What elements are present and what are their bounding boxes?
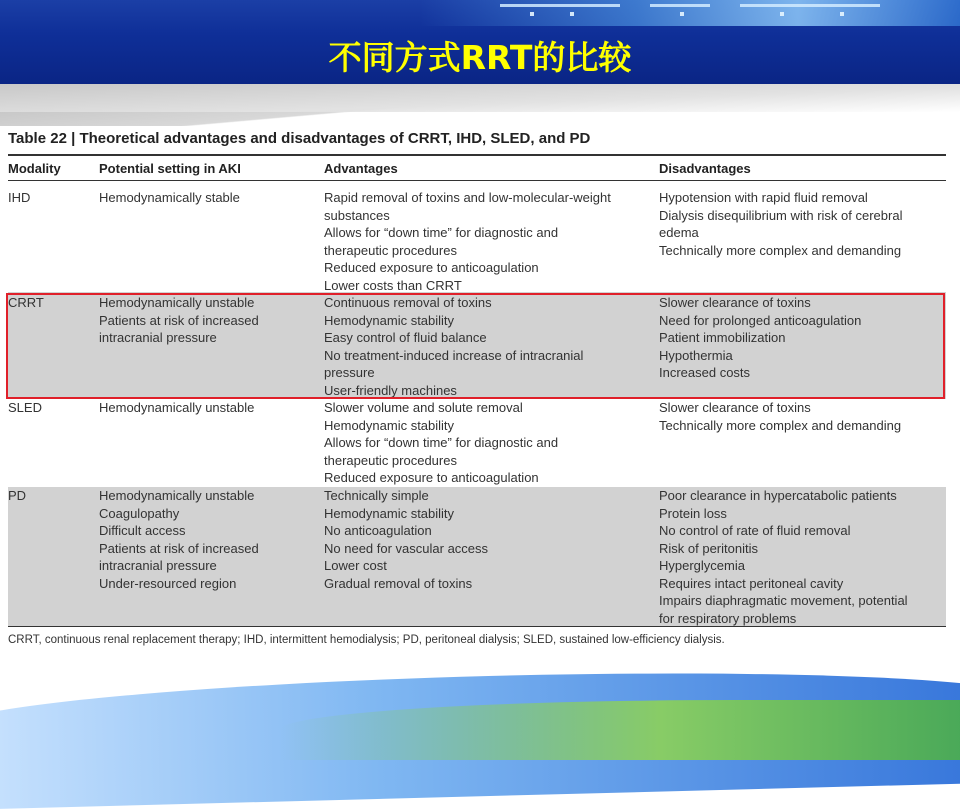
header-banner xyxy=(0,0,960,84)
banner-decoration xyxy=(420,0,960,26)
table-rule-top xyxy=(8,154,946,156)
cell-line: Hemodynamically unstable xyxy=(99,400,255,415)
cell-line: Coagulopathy xyxy=(99,505,180,521)
cell-line: for respiratory problems xyxy=(659,610,797,626)
cell-line: Hemodynamic stability xyxy=(324,312,455,328)
cell-line: No need for vascular access xyxy=(324,540,489,556)
cell-line: therapeutic procedures xyxy=(324,452,457,468)
cell-line: intracranial pressure xyxy=(99,558,217,573)
row-pd-modality: PD xyxy=(8,488,27,503)
table-figure xyxy=(0,126,960,658)
cell-line: pressure xyxy=(324,365,375,380)
cell-line: Reduced exposure to anticoagulation xyxy=(324,260,539,275)
cell-line: therapeutic procedures xyxy=(324,242,457,258)
cell-line: Risk of peritonitis xyxy=(659,540,758,556)
cell-line: edema xyxy=(659,225,699,240)
cell-line: Impairs diaphragmatic movement, potential xyxy=(659,593,908,608)
row-sled-disadvantages xyxy=(659,399,901,434)
cell-line: Lower costs than CRRT xyxy=(324,277,462,293)
cell-line: substances xyxy=(324,207,390,223)
cell-line: Hemodynamic stability xyxy=(324,417,455,433)
cell-line: Hemodynamically unstable xyxy=(99,295,255,310)
cell-line: No anticoagulation xyxy=(324,523,432,538)
cell-line: Slower volume and solute removal xyxy=(324,400,523,415)
cell-line: Hemodynamic stability xyxy=(324,505,455,521)
row-ihd-advantages xyxy=(324,189,611,294)
row-sled-advantages xyxy=(324,399,558,487)
cell-line: intracranial pressure xyxy=(99,330,217,345)
cell-line: Easy control of fluid balance xyxy=(324,330,487,345)
cell-line: No control of rate of fluid removal xyxy=(659,523,851,538)
cell-line: User-friendly machines xyxy=(324,382,457,398)
row-sled-modality: SLED xyxy=(8,400,42,415)
row-pd-advantages xyxy=(324,487,488,592)
cell-line: Need for prolonged anticoagulation xyxy=(659,312,862,328)
cell-line: Hypothermia xyxy=(659,347,733,363)
cell-line: Increased costs xyxy=(659,365,751,380)
header-setting: Potential setting in AKI xyxy=(99,161,241,176)
cell-line: Continuous removal of toxins xyxy=(324,295,492,310)
crrt-highlight-box xyxy=(6,293,945,399)
header-wedge-shade xyxy=(0,84,960,112)
cell-line: Hypotension with rapid fluid removal xyxy=(659,190,868,205)
header-disadvantages: Disadvantages xyxy=(659,161,751,176)
cell-line: Reduced exposure to anticoagulation xyxy=(324,470,539,485)
table-rule-header xyxy=(8,180,946,181)
header-modality: Modality xyxy=(8,161,61,176)
cell-line: Allows for “down time” for diagnostic and xyxy=(324,225,559,240)
cell-line: Requires intact peritoneal cavity xyxy=(659,575,844,591)
cell-line: Gradual removal of toxins xyxy=(324,575,473,591)
cell-line: Technically more complex and demanding xyxy=(659,417,902,433)
cell-line: Lower cost xyxy=(324,558,387,573)
slide-title: 不同方式RRT的比较 xyxy=(328,38,632,77)
cell-line: Under-resourced region xyxy=(99,575,237,591)
cell-line: Protein loss xyxy=(659,505,727,521)
table-rule-bottom xyxy=(8,626,946,627)
cell-line: Rapid removal of toxins and low-molecular-weight xyxy=(324,190,611,205)
row-ihd-disadvantages xyxy=(659,189,902,259)
cell-line: Hemodynamically stable xyxy=(99,190,240,205)
cell-line: No treatment-induced increase of intracranial xyxy=(324,347,584,363)
cell-line: Hyperglycemia xyxy=(659,558,745,573)
cell-line: Hemodynamically unstable xyxy=(99,488,255,503)
row-pd-setting xyxy=(99,487,259,592)
row-ihd-modality: IHD xyxy=(8,190,31,205)
cell-line: Poor clearance in hypercatabolic patients xyxy=(659,488,897,503)
cell-line: Difficult access xyxy=(99,523,186,538)
row-pd-disadvantages xyxy=(659,487,908,627)
row-crrt-modality: CRRT xyxy=(8,295,44,310)
cell-line: Slower clearance of toxins xyxy=(659,400,811,415)
cell-line: Patients at risk of increased xyxy=(99,540,259,556)
cell-line: Patients at risk of increased xyxy=(99,312,259,328)
cell-line: Technically more complex and demanding xyxy=(659,242,902,258)
row-ihd-setting xyxy=(99,189,240,207)
header-advantages: Advantages xyxy=(324,161,398,176)
table-footnote: CRRT, continuous renal replacement therapy; IHD, intermittent hemodialysis; PD, peritoneal dialysis; SLED, sustained low-efficiency dialysis. xyxy=(8,634,725,646)
row-sled-setting xyxy=(99,399,254,417)
table-title: Table 22 | Theoretical advantages and disadvantages of CRRT, IHD, SLED, and PD xyxy=(8,130,591,147)
cell-line: Dialysis disequilibrium with risk of cerebral xyxy=(659,207,903,223)
cell-line: Technically simple xyxy=(324,488,429,503)
cell-line: Allows for “down time” for diagnostic and xyxy=(324,435,559,450)
cell-line: Slower clearance of toxins xyxy=(659,295,811,310)
cell-line: Patient immobilization xyxy=(659,330,786,345)
